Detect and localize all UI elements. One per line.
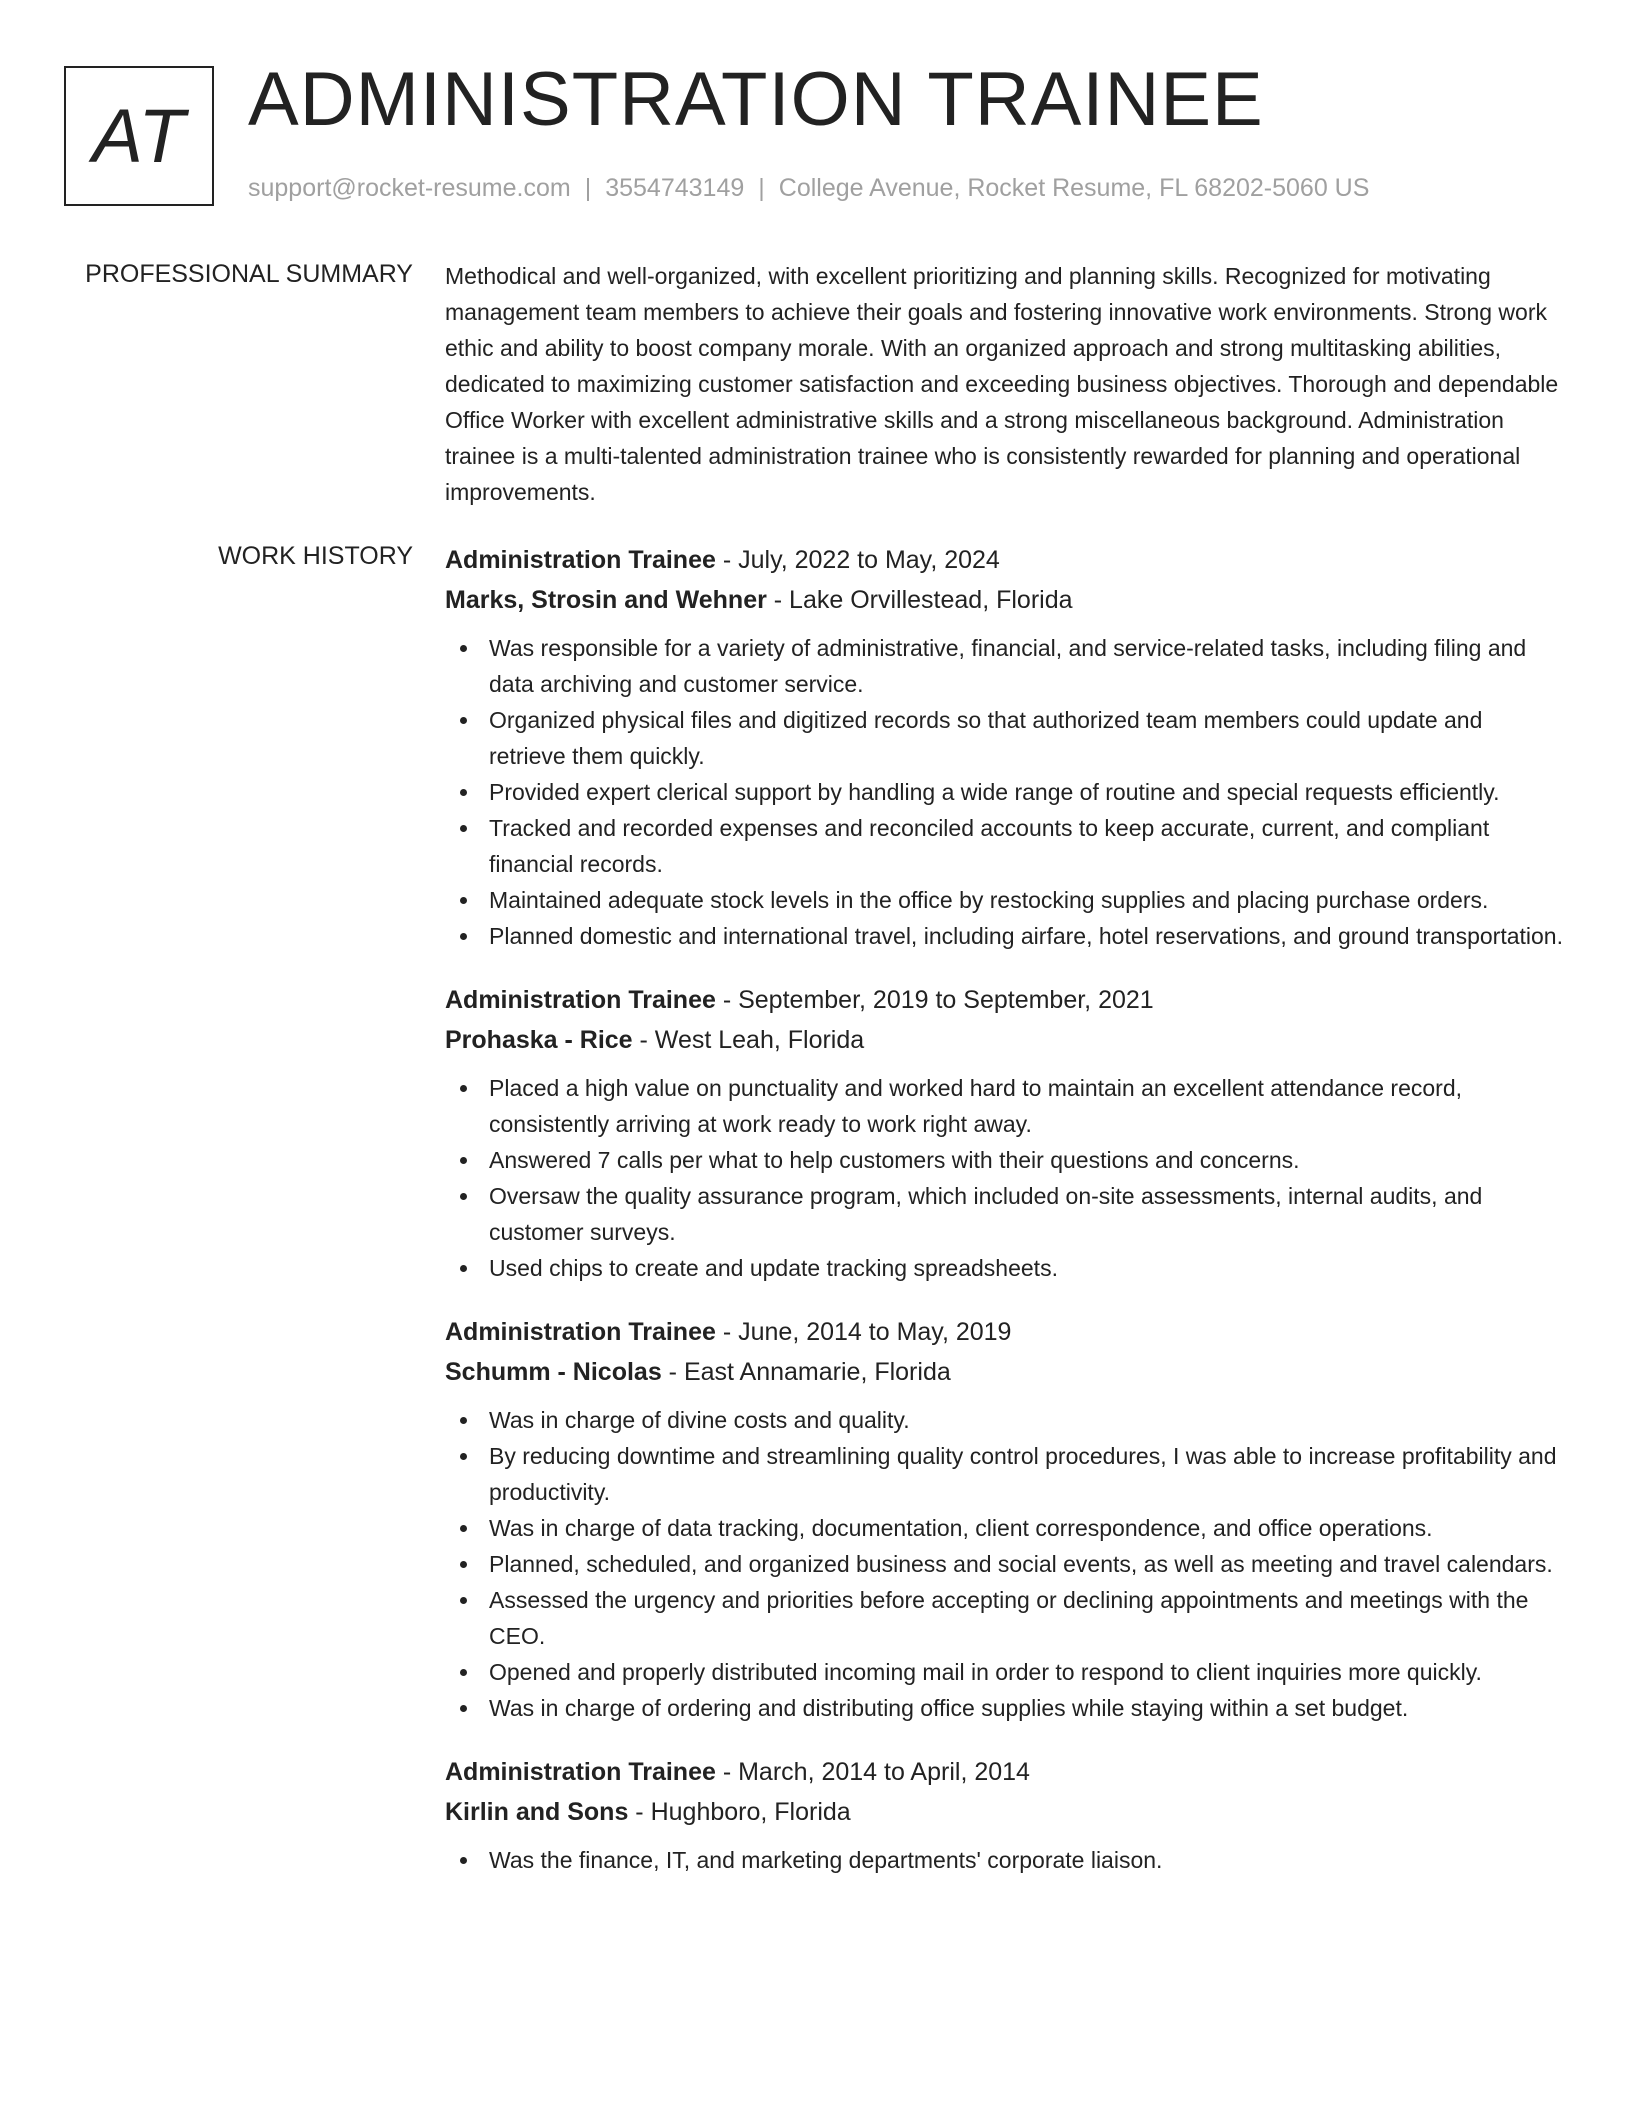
job-bullet: Was the finance, IT, and marketing departments' corporate liaison. (445, 1842, 1565, 1878)
job-bullet: Organized physical files and digitized records so that authorized team members could update and retrieve them quickly. (445, 702, 1565, 774)
job-dates: - March, 2014 to April, 2014 (715, 1758, 1030, 1786)
job-company: Prohaska - Rice (445, 1026, 633, 1054)
job-bullets (445, 630, 1565, 954)
job-entry (445, 1752, 1565, 1878)
job-title-line (445, 1752, 1565, 1792)
job-title-line (445, 980, 1565, 1020)
job-dates: - September, 2019 to September, 2021 (715, 986, 1154, 1014)
job-bullet: Answered 7 calls per what to help customers with their questions and concerns. (445, 1142, 1565, 1178)
job-bullet: Was in charge of ordering and distributing office supplies while staying within a set budget. (445, 1690, 1565, 1726)
job-company-line (445, 1020, 1565, 1060)
job-bullet: Was responsible for a variety of administrative, financial, and service-related tasks, including filing and data archiving and customer service. (445, 630, 1565, 702)
job-bullet: Planned, scheduled, and organized business and social events, as well as meeting and travel calendars. (445, 1546, 1565, 1582)
job-title: Administration Trainee (445, 1758, 716, 1786)
job-bullets (445, 1402, 1565, 1726)
job-dates: - July, 2022 to May, 2024 (715, 546, 1000, 574)
job-bullet: Planned domestic and international travel, including airfare, hotel reservations, and ground transportation. (445, 918, 1565, 954)
job-location: - Lake Orvillestead, Florida (766, 586, 1073, 614)
job-bullet: Tracked and recorded expenses and reconciled accounts to keep accurate, current, and compliant financial records. (445, 810, 1565, 882)
work-section-label: WORK HISTORY (218, 542, 413, 570)
job-bullets (445, 1842, 1565, 1878)
job-entry (445, 980, 1565, 1286)
candidate-name: ADMINISTRATION TRAINEE (248, 57, 1264, 142)
contact-line (248, 174, 1369, 203)
job-bullet: Was in charge of divine costs and quality. (445, 1402, 1565, 1438)
job-title: Administration Trainee (445, 546, 716, 574)
contact-email: support@rocket-resume.com (248, 174, 571, 202)
job-entry (445, 1312, 1565, 1726)
job-bullet: Was in charge of data tracking, documentation, client correspondence, and office operations. (445, 1510, 1565, 1546)
job-bullet: Oversaw the quality assurance program, which included on-site assessments, internal audits, and customer surveys. (445, 1178, 1565, 1250)
summary-section-label: PROFESSIONAL SUMMARY (85, 260, 413, 288)
summary-text: Methodical and well-organized, with excellent prioritizing and planning skills. Recognized for motivating management team members to achieve their goals and fostering innovative work environments. Strong work ethic and ability to boost company morale. With an organized approach and strong multitasking abilities, dedicated to maximizing customer satisfaction and exceeding business objectives. Thorough and dependable Office Worker with excellent administrative skills and a strong miscellaneous background. Administration trainee is a multi-talented administration trainee who is consistently rewarded for planning and operational improvements. (445, 263, 1559, 505)
job-company: Schumm - Nicolas (445, 1358, 662, 1386)
job-bullet: Assessed the urgency and priorities before accepting or declining appointments and meetings with the CEO. (445, 1582, 1565, 1654)
job-company-line (445, 580, 1565, 620)
job-title: Administration Trainee (445, 1318, 716, 1346)
job-bullet: Used chips to create and update tracking spreadsheets. (445, 1250, 1565, 1286)
job-dates: - June, 2014 to May, 2019 (715, 1318, 1012, 1346)
job-bullet: Opened and properly distributed incoming mail in order to respond to client inquiries more quickly. (445, 1654, 1565, 1690)
job-location: - East Annamarie, Florida (661, 1358, 951, 1386)
job-company-line (445, 1792, 1565, 1832)
job-bullets (445, 1070, 1565, 1286)
job-bullet: Maintained adequate stock levels in the office by restocking supplies and placing purchase orders. (445, 882, 1565, 918)
job-company: Kirlin and Sons (445, 1798, 629, 1826)
job-company-line (445, 1352, 1565, 1392)
job-location: - Hughboro, Florida (628, 1798, 851, 1826)
contact-separator: | (758, 174, 765, 202)
work-history (445, 540, 1565, 1904)
job-title: Administration Trainee (445, 986, 716, 1014)
job-bullet: Provided expert clerical support by handling a wide range of routine and special requests efficiently. (445, 774, 1565, 810)
contact-phone: 3554743149 (605, 174, 745, 202)
job-bullet: Placed a high value on punctuality and worked hard to maintain an excellent attendance record, consistently arriving at work ready to work right away. (445, 1070, 1565, 1142)
monogram-badge (64, 66, 214, 206)
job-title-line (445, 540, 1565, 580)
contact-separator: | (584, 174, 592, 202)
monogram-initials: AT (92, 93, 186, 179)
job-entry (445, 540, 1565, 954)
contact-address: College Avenue, Rocket Resume, FL 68202-5060 US (778, 174, 1370, 202)
job-company: Marks, Strosin and Wehner (445, 586, 767, 614)
job-location: - West Leah, Florida (632, 1026, 865, 1054)
job-title-line (445, 1312, 1565, 1352)
job-bullet: By reducing downtime and streamlining quality control procedures, I was able to increase profitability and productivity. (445, 1438, 1565, 1510)
